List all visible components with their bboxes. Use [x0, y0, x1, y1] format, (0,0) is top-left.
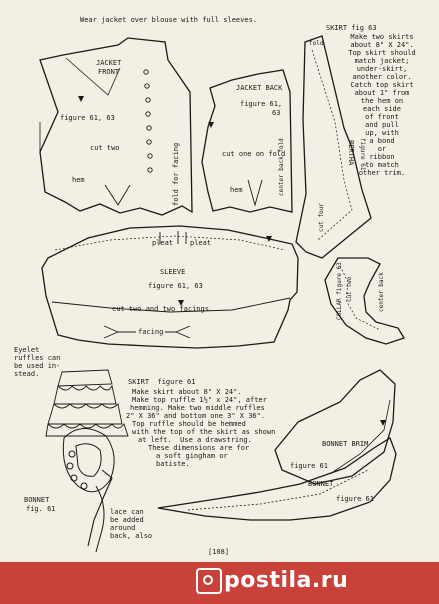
- page-number: [108]: [208, 548, 230, 556]
- jacket-front-fold: fold for facing: [172, 142, 180, 206]
- skirt-fig63-line: Make two skirts: [350, 33, 414, 41]
- skirt-fig63-line: under-skirt,: [356, 65, 408, 73]
- skirt-fig63-line: up, with: [365, 129, 399, 137]
- sleeve-pleat-right: pleat: [190, 239, 212, 247]
- bonnet-label-fig: fig. 61: [26, 505, 56, 513]
- collar-cut: cut two: [346, 276, 353, 302]
- bonnet-piece-figure: figure 61: [336, 495, 374, 503]
- jacket-back-title: JACKET BACK: [236, 84, 283, 92]
- skirt-fig61-line: Make top ruffle 1½" x 24", after: [132, 396, 267, 404]
- sleeve-figure: figure 61, 63: [148, 282, 203, 290]
- skirt-fig61-line: Make skirt about 8" X 24".: [132, 388, 242, 396]
- bonnet-illustration: [63, 428, 114, 552]
- jacket-back-center-fold: center back fold: [278, 138, 285, 196]
- collar-label: COLLAR figure 63: [336, 262, 343, 320]
- eyelet-line: stead.: [14, 370, 40, 378]
- skirt-illustration: [46, 370, 128, 436]
- skirt-fig63-line: Top skirt should: [348, 49, 416, 57]
- header-note: Wear jacket over blouse with full sleeves.: [80, 16, 258, 24]
- sleeve-facing: facing: [138, 328, 164, 336]
- jacket-back-cut: cut one on fold: [222, 150, 286, 158]
- jacket-front-cut: cut two: [90, 144, 120, 152]
- jacket-front-title: JACKET: [96, 59, 122, 67]
- skirt-fig63-line: about 1" from: [354, 89, 410, 97]
- jacket-front-title-2: FRONT: [98, 68, 120, 76]
- lace-note: [110, 508, 152, 540]
- button-marks: [144, 70, 152, 172]
- skirt-fig63-line: ribbon: [369, 153, 395, 161]
- skirt-fig63-line: Catch top skirt: [350, 81, 414, 89]
- skirt-fig63-line: another color.: [352, 73, 412, 81]
- skirt-fig63-line: and pull: [365, 121, 399, 129]
- skirt-fig63-title: SKIRT fig 63: [326, 24, 377, 32]
- jacket-back-hem: hem: [230, 186, 243, 194]
- postila-logo-icon: [196, 568, 222, 594]
- lace-line: around: [110, 524, 136, 532]
- bertha-figure: figure 61: [359, 138, 366, 171]
- skirt-fig61-line: at left. Use a drawstring.: [138, 436, 252, 444]
- bonnet-piece-title: BONNET: [308, 480, 334, 488]
- skirt-fig61-line: batiste.: [156, 460, 190, 468]
- eyelet-line: Eyelet: [14, 346, 40, 354]
- bertha-label: BERTHA: [347, 140, 355, 166]
- bonnet-label: BONNET: [24, 496, 50, 504]
- sleeve-title: SLEEVE: [160, 268, 186, 276]
- lace-line: lace can: [110, 508, 144, 516]
- jacket-front-figure: figure 61, 63: [60, 114, 115, 122]
- skirt-fig63-line: each side: [363, 105, 401, 113]
- lace-line: back, also: [110, 532, 153, 540]
- jacket-back-figure-2: 63: [272, 109, 281, 117]
- skirt-fig63-line: other trim.: [358, 169, 406, 177]
- skirt-fig63-line: to match: [365, 161, 399, 169]
- bertha-cut: cut four: [318, 203, 325, 232]
- skirt-fig63-line: of front: [365, 113, 399, 121]
- sleeve-pleat-left: pleat: [152, 239, 174, 247]
- watermark-text: postila.ru: [224, 568, 349, 593]
- jacket-back-figure: figure 61,: [240, 100, 283, 108]
- lace-line: be added: [110, 516, 144, 524]
- skirt-fig61-line: These dimensions are for: [148, 444, 250, 452]
- eyelet-note: [14, 346, 60, 378]
- skirt-fig63-text: [324, 33, 439, 177]
- eyelet-line: ruffles can: [14, 354, 61, 362]
- skirt-fig61-title: SKIRT figure 61: [128, 378, 196, 386]
- bertha-fold: fold: [309, 40, 324, 47]
- skirt-fig61-line: Top ruffle should be hemmed: [132, 420, 246, 428]
- skirt-fig63-line: the hem on: [360, 97, 404, 105]
- jacket-front-hem: hem: [72, 176, 85, 184]
- skirt-fig63-line: about 8" X 24".: [350, 41, 414, 49]
- skirt-fig61-line: a soft gingham or: [156, 452, 228, 460]
- sleeve-cut: cut two and two facings: [112, 305, 209, 313]
- skirt-fig61-line: with the top of the skirt as shown: [132, 428, 276, 436]
- collar-center-back: center back: [378, 272, 385, 312]
- skirt-fig61-line: hemming. Make two middle ruffles: [130, 404, 265, 412]
- skirt-fig61-line: 2" X 36" and bottom one 3" X 36".: [126, 412, 266, 420]
- eyelet-line: be used in-: [14, 362, 61, 370]
- skirt-fig61-text: [126, 388, 275, 468]
- skirt-fig63-line: or: [377, 145, 387, 153]
- skirt-fig63-line: a bond: [369, 137, 395, 145]
- skirt-fig63-line: match jacket;: [354, 57, 410, 65]
- bonnet-brim-title: BONNET BRIM: [322, 440, 369, 448]
- bonnet-brim-figure: figure 61: [290, 462, 328, 470]
